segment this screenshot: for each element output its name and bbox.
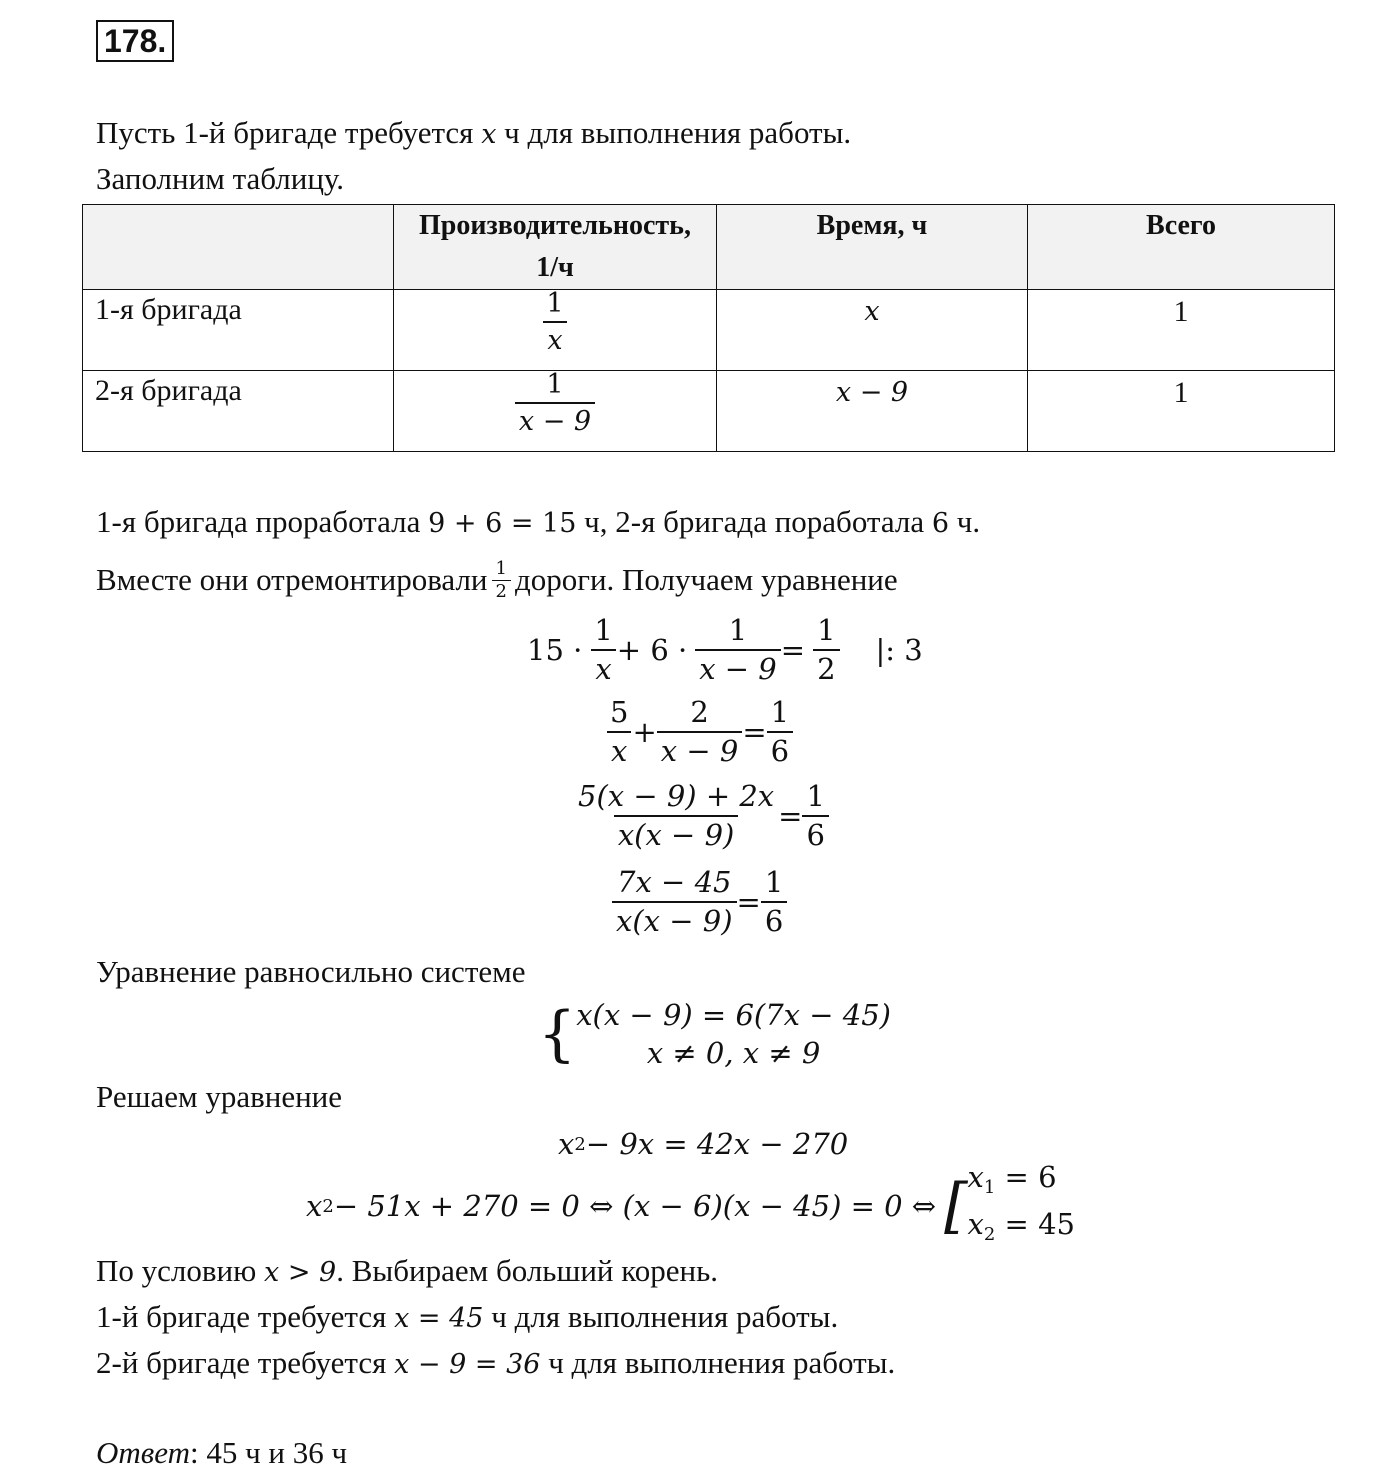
fraction-denominator: x (607, 731, 631, 766)
fraction (761, 865, 787, 938)
fraction-numerator: 1 (546, 369, 564, 400)
fraction (695, 613, 781, 686)
quadratic-equation-1 (558, 1122, 848, 1166)
equation-system (538, 994, 891, 1074)
bracket-icon: [ (944, 1171, 968, 1241)
fraction-numerator: 5 (610, 695, 629, 729)
header-productivity-line1: Производительность, (419, 210, 691, 241)
eq-term: 15 · (527, 633, 583, 667)
fraction-numerator: 1 (806, 779, 825, 813)
fraction (813, 613, 839, 686)
fraction (542, 290, 567, 354)
fraction (612, 865, 737, 938)
worked-text-a: 1-я бригада проработала (96, 504, 421, 539)
root-subscript: 1 (983, 1177, 996, 1198)
table-header-empty (83, 205, 394, 290)
result-line-1 (96, 1297, 838, 1339)
fraction-numerator: 2 (690, 695, 709, 729)
together-line (96, 550, 898, 610)
half-fraction (492, 557, 511, 602)
worked-hours-line (96, 502, 980, 544)
worked-text-b: ч, 2-я бригада поработала (584, 504, 925, 539)
row-productivity (394, 371, 717, 452)
condition-line (96, 1251, 718, 1293)
fraction-numerator: 1 (817, 613, 836, 647)
fraction (515, 371, 595, 435)
fraction-numerator: 1 (728, 613, 748, 647)
root-subscript: 2 (983, 1224, 996, 1245)
fraction-denominator: 2 (492, 580, 511, 601)
table-header-total: Всего (1028, 205, 1335, 290)
worked-expression: 9 + 6 = 15 (428, 508, 577, 539)
system-intro: Уравнение равносильно системе (96, 954, 526, 989)
worked-number: 6 (931, 508, 950, 539)
row-label: 1-я бригада (83, 290, 394, 371)
eq-term: − 9x = 42x − 270 (585, 1127, 849, 1161)
roots (968, 1159, 1075, 1253)
fraction-numerator: 7x − 45 (617, 865, 732, 899)
exponent: 2 (574, 1133, 586, 1155)
fraction-numerator: 1 (495, 557, 507, 579)
fraction (657, 695, 743, 768)
eq-equals: = (736, 885, 761, 919)
fraction-denominator: x − 9 (695, 649, 781, 684)
fraction-denominator: x(x − 9) (614, 815, 739, 850)
fraction-denominator: x(x − 9) (612, 901, 737, 936)
equation-3 (574, 774, 829, 858)
equation-4 (612, 860, 787, 944)
result-expression: x − 9 = 36 (394, 1349, 541, 1380)
fraction-denominator: x − 9 (515, 402, 595, 435)
result-expression: x = 45 (394, 1303, 484, 1334)
table-header-row (83, 205, 1335, 290)
root-2 (968, 1206, 1075, 1253)
intro-line-2: Заполним таблицу. (96, 161, 345, 196)
row-label: 2-я бригада (83, 371, 394, 452)
eq-note: |: 3 (875, 633, 923, 667)
system-line-1: x(x − 9) = 6(7x − 45) (576, 998, 891, 1032)
together-text-a: Вместе они отремонтировали (96, 562, 488, 597)
fraction-denominator: x (591, 649, 615, 684)
fraction (802, 779, 828, 852)
table-header-time: Время, ч (717, 205, 1028, 290)
table-header-productivity (394, 205, 717, 290)
eq-term: x (306, 1189, 323, 1223)
equation-2 (606, 692, 793, 772)
answer-value: : 45 ч и 36 ч (189, 1435, 348, 1470)
result-text-b: ч для выполнения работы. (491, 1299, 839, 1334)
row-time: x (717, 290, 1028, 371)
intro-variable: x (481, 119, 497, 150)
answer-label: Ответ (96, 1435, 190, 1470)
row-time: x − 9 (717, 371, 1028, 452)
intro-text-b: ч для выполнения работы. (504, 115, 852, 150)
equation-1 (527, 610, 923, 690)
data-table (82, 204, 1335, 452)
fraction-numerator: 1 (770, 695, 790, 729)
eq-equals: = (780, 633, 806, 667)
fraction-numerator: 1 (764, 865, 784, 899)
eq-equals: = (778, 799, 803, 833)
row-total: 1 (1028, 371, 1335, 452)
fraction-denominator: 2 (813, 649, 839, 684)
solve-intro: Решаем уравнение (96, 1079, 343, 1114)
row-total: 1 (1028, 290, 1335, 371)
fraction (767, 695, 793, 768)
header-productivity-line2: 1/ч (536, 252, 574, 283)
worked-text-c: ч. (956, 504, 981, 539)
fraction-numerator: 1 (546, 288, 564, 319)
row-productivity (394, 290, 717, 371)
table-row (83, 371, 1335, 452)
system-line-2: x ≠ 0, x ≠ 9 (646, 1036, 821, 1070)
intro-text-a: Пусть 1-й бригаде требуется (96, 115, 474, 150)
condition-text-b: . Выбираем больший корень. (336, 1253, 718, 1288)
fraction-denominator: 6 (761, 901, 787, 936)
eq-term: − 51x + 270 = 0 ⇔ (x − 6)(x − 45) = 0 ⇔ (333, 1189, 937, 1223)
fraction-denominator: x − 9 (657, 731, 743, 766)
result-text-a: 2-й бригаде требуется (96, 1345, 387, 1380)
fraction (590, 613, 616, 686)
root-variable: x (967, 1160, 984, 1194)
root-1 (968, 1159, 1075, 1206)
problem-number: 178. (96, 20, 174, 62)
root-value: = 6 (995, 1160, 1057, 1194)
root-value: = 45 (995, 1207, 1075, 1241)
eq-equals: = (742, 715, 767, 749)
fraction-denominator: x (543, 321, 566, 354)
brace-icon: { (538, 999, 577, 1069)
result-line-2 (96, 1343, 895, 1385)
quadratic-equation-2 (306, 1160, 1075, 1245)
eq-term: + 6 · (616, 633, 688, 667)
eq-term: + (632, 715, 657, 749)
exponent: 2 (322, 1195, 334, 1217)
eq-term: x (558, 1127, 575, 1161)
fraction-numerator: 5(x − 9) + 2x (578, 779, 775, 813)
fraction (574, 779, 778, 852)
table-row (83, 290, 1335, 371)
fraction-numerator: 1 (594, 613, 613, 647)
together-text-b: дороги. Получаем уравнение (514, 562, 898, 597)
result-text-a: 1-й бригаде требуется (96, 1299, 387, 1334)
root-variable: x (967, 1207, 984, 1241)
fraction-denominator: 6 (767, 731, 793, 766)
answer-line (96, 1433, 347, 1473)
fraction (606, 695, 632, 768)
intro-line-1 (96, 113, 851, 155)
system-lines (576, 996, 891, 1072)
condition-text-a: По условию (96, 1253, 257, 1288)
fraction-denominator: 6 (802, 815, 828, 850)
result-text-b: ч для выполнения работы. (548, 1345, 896, 1380)
condition-expression: x > 9 (264, 1257, 337, 1288)
